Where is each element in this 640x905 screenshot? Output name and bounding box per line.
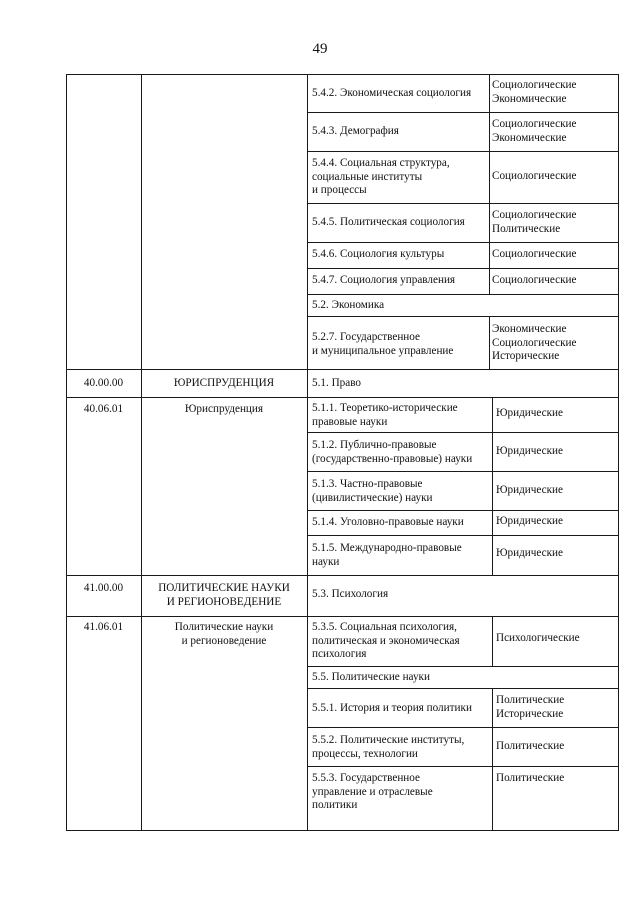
subject-cell: 5.4.5. Политическая социология — [312, 216, 465, 228]
fields-cell — [496, 407, 563, 421]
subject-cell — [312, 734, 464, 761]
subject-line: 5.1.5. Международно-правовые — [312, 542, 462, 554]
subject-cell — [312, 402, 458, 429]
row-divider — [307, 510, 619, 511]
subject-line: правовые науки — [312, 415, 388, 428]
row-divider — [307, 151, 619, 152]
table-border-right — [618, 74, 619, 831]
fields-cell — [496, 740, 564, 754]
field-name: Экономические — [492, 92, 567, 105]
field-name: Исторические — [496, 707, 564, 720]
subject-cell: 5.4.6. Социология культуры — [312, 248, 445, 260]
field-name: Юридические — [496, 484, 563, 496]
subject-line: 5.5.2. Политические институты, — [312, 734, 465, 746]
subject-line: 5.3.5. Социальная психология, — [312, 621, 457, 633]
fields-cell — [496, 515, 563, 529]
subject-line: (государственно-правовые) науки — [312, 452, 473, 465]
subject-cell — [312, 772, 433, 813]
row-divider — [307, 471, 619, 472]
row-divider — [66, 397, 619, 398]
subject-line: и процессы — [312, 184, 367, 196]
table-border-bottom — [66, 830, 619, 831]
fields-cell — [496, 632, 580, 646]
row-divider — [66, 369, 619, 370]
fields-cell — [492, 248, 576, 262]
fields-cell — [492, 79, 576, 106]
subject-line: 5.2.7. Государственное — [312, 331, 420, 343]
table-border-col3 — [489, 316, 490, 369]
row-divider — [307, 535, 619, 536]
subject-cell — [312, 157, 450, 198]
field-name: Юридические — [496, 547, 563, 559]
subject-line: и муниципальное управление — [312, 344, 454, 357]
row-divider — [307, 268, 619, 269]
code-cell: 40.00.00 — [83, 377, 124, 389]
row-divider — [307, 727, 619, 728]
fields-cell — [496, 484, 563, 498]
subject-cell: 5.1.4. Уголовно-правовые науки — [312, 516, 464, 528]
subject-cell — [312, 439, 472, 466]
row-divider — [66, 616, 619, 617]
field-name: Политические — [492, 222, 561, 235]
subject-line: 5.1.1. Теоретико-исторические — [312, 402, 458, 414]
row-divider — [307, 766, 619, 767]
name-cell: Юриспруденция — [184, 403, 264, 415]
row-divider — [307, 316, 619, 317]
subject-line: процессы, технологии — [312, 747, 418, 760]
name-line: ПОЛИТИЧЕСКИЕ НАУКИ — [158, 582, 290, 594]
subject-line: 5.1.3. Частно-правовые — [312, 478, 423, 490]
subject-line: 5.5.3. Государственное — [312, 772, 420, 784]
fields-cell — [492, 209, 576, 236]
name-cell — [141, 621, 307, 648]
table-border-top — [66, 74, 619, 75]
table-border-col3 — [492, 397, 493, 575]
subject-cell: 5.4.3. Демография — [312, 125, 399, 137]
fields-cell — [496, 772, 564, 786]
fields-cell — [492, 118, 576, 145]
subject-cell: 5.4.7. Социология управления — [312, 274, 456, 286]
subject-cell — [312, 621, 460, 662]
group-heading: 5.5. Политические науки — [312, 671, 430, 683]
field-name: Социологические — [492, 336, 577, 349]
name-cell: ЮРИСПРУДЕНЦИЯ — [173, 377, 275, 389]
group-heading: 5.3. Психология — [312, 588, 389, 600]
fields-cell — [496, 694, 564, 721]
group-heading: 5.1. Право — [312, 377, 362, 389]
name-line: Политические науки — [174, 621, 274, 633]
field-name: Экономические — [492, 323, 567, 335]
name-cell — [141, 582, 307, 609]
field-name: Политические — [496, 772, 565, 784]
subject-line: социальные институты — [312, 170, 423, 183]
subject-line: политическая и экономическая — [312, 634, 460, 647]
fields-cell — [492, 323, 576, 364]
row-divider — [307, 203, 619, 204]
fields-cell — [496, 547, 563, 561]
row-divider — [307, 666, 619, 667]
subject-line: 5.1.2. Публично-правовые — [312, 439, 437, 451]
subject-line: науки — [312, 555, 340, 568]
subject-line: 5.4.4. Социальная структура, — [312, 157, 450, 169]
subject-line: управление и отраслевые — [312, 785, 433, 798]
field-name: Социологические — [492, 118, 577, 130]
table-border-col3 — [492, 616, 493, 666]
code-cell: 40.06.01 — [83, 403, 124, 415]
row-divider — [307, 294, 619, 295]
field-name: Политические — [496, 694, 565, 706]
code-cell: 41.06.01 — [83, 621, 124, 633]
field-name: Социологические — [492, 209, 577, 221]
fields-cell — [492, 170, 576, 184]
subject-cell — [312, 542, 462, 569]
field-name: Социологические — [492, 274, 577, 286]
field-name: Политические — [496, 740, 565, 752]
field-name: Исторические — [492, 350, 560, 362]
row-divider — [66, 575, 619, 576]
table-border-col2 — [307, 74, 308, 831]
table-border-col3 — [492, 688, 493, 831]
subject-cell: 5.4.2. Экономическая социология — [312, 87, 472, 99]
code-cell: 41.00.00 — [83, 582, 124, 594]
name-line: и регионоведение — [181, 634, 267, 647]
field-name: Психологические — [496, 632, 580, 644]
subject-cell — [312, 331, 453, 358]
subject-cell — [312, 478, 433, 505]
row-divider — [307, 688, 619, 689]
table-border-col3 — [489, 74, 490, 294]
fields-cell — [496, 445, 563, 459]
fields-cell — [492, 274, 576, 288]
field-name: Юридические — [496, 445, 563, 457]
field-name: Социологические — [492, 248, 577, 260]
field-name: Экономические — [492, 131, 567, 144]
table-border-col1 — [141, 74, 142, 831]
row-divider — [307, 112, 619, 113]
field-name: Юридические — [496, 407, 563, 419]
subject-line: (цивилистические) науки — [312, 491, 433, 504]
field-name: Юридические — [496, 515, 563, 527]
row-divider — [307, 242, 619, 243]
field-name: Социологические — [492, 79, 577, 91]
table-border-left — [66, 74, 67, 831]
field-name: Социологические — [492, 170, 577, 182]
subject-line: политики — [312, 799, 358, 811]
page-number: 49 — [312, 41, 328, 57]
subject-cell: 5.5.1. История и теория политики — [312, 702, 472, 714]
group-heading: 5.2. Экономика — [312, 299, 385, 311]
subject-line: психология — [312, 648, 367, 660]
row-divider — [307, 432, 619, 433]
name-line: И РЕГИОНОВЕДЕНИЕ — [166, 595, 282, 608]
